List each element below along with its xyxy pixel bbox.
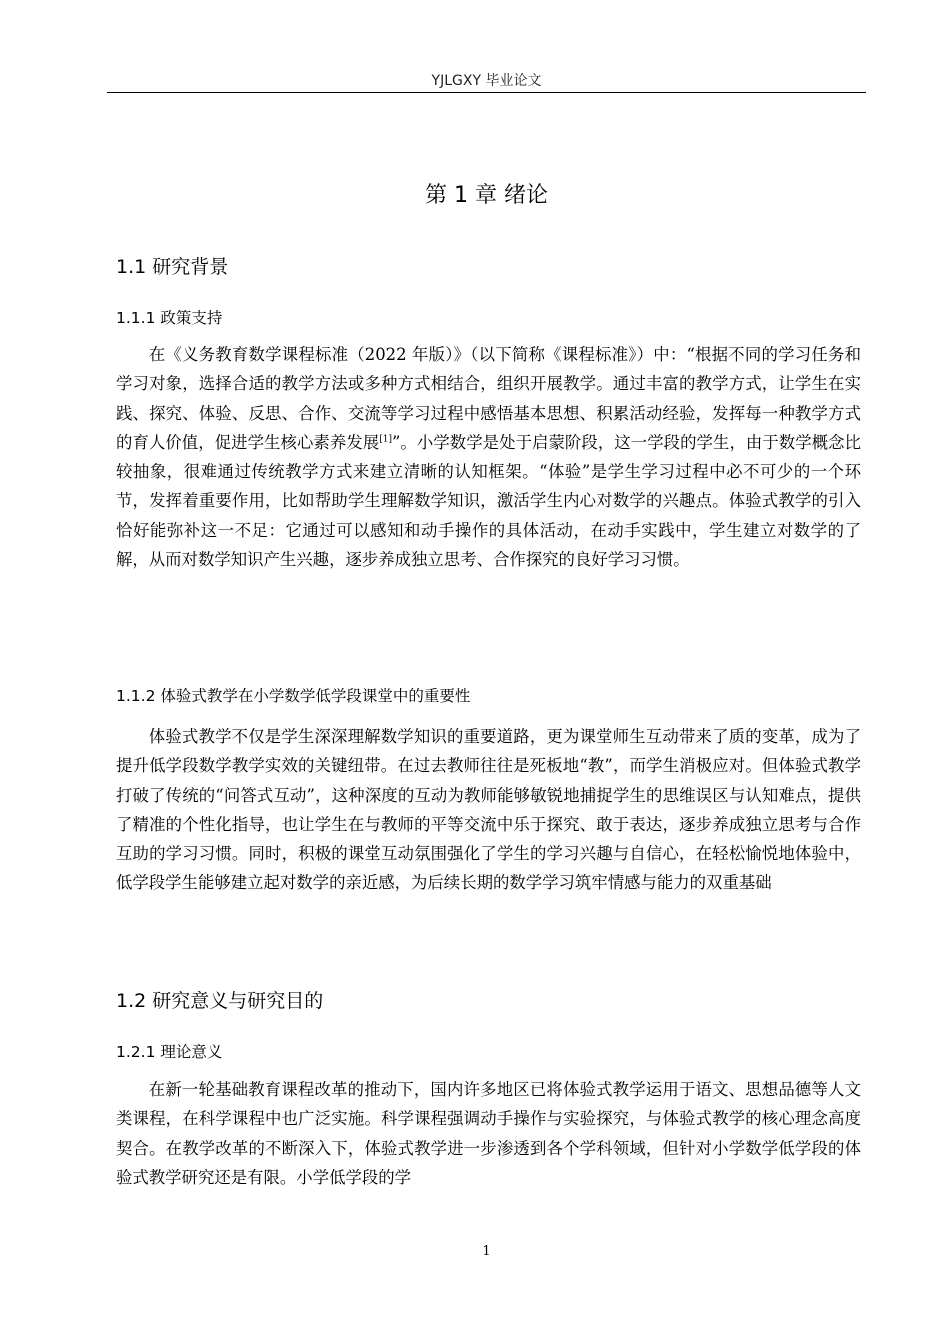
- citation-marker: [1]: [379, 434, 392, 445]
- paragraph-text-before-citation: 在《义务教育数学课程标准（2022 年版）》（以下简称《课程标准》）中：“根据不同的学习任务和学习对象，选择合适的教学方法或多种方式相结合，组织开展教学。通过丰富的教学方式，让学生在实践、探究、体验、反思、合作、交流等学习过程中感悟基本思想、积累活动经验，发挥每一种教学方式的育人价值，促进学生核心素养发展: [116, 345, 861, 452]
- chapter-title: 第 1 章 绪论: [425, 183, 548, 208]
- running-header: YJLGXY 毕业论文: [431, 73, 542, 89]
- section-heading-1-2: 1.2 研究意义与研究目的: [116, 990, 324, 1012]
- page-number: 1: [482, 1244, 491, 1259]
- subsection-heading-1-2-1: 1.2.1 理论意义: [116, 1043, 223, 1061]
- section-heading-1-1: 1.1 研究背景: [116, 256, 229, 278]
- paragraph-policy-support: [116, 340, 861, 574]
- paragraph-text-after-citation: ”。小学数学是处于启蒙阶段，这一学段的学生，由于数学概念比较抽象，很难通过传统教学方式来建立清晰的认知框架。“体验”是学生学习过程中必不可少的一个环节，发挥着重要作用，比如帮助学生理解数学知识，激活学生内心对数学的兴趣点。体验式教学的引入恰好能弥补这一不足：它通过可以感知和动手操作的具体活动，在动手实践中，学生建立对数学的了解，从而对数学知识产生兴趣，逐步养成独立思考、合作探究的良好学习习惯。: [116, 432, 861, 570]
- header-rule: [107, 92, 866, 93]
- paragraph-importance: 体验式教学不仅是学生深深理解数学知识的重要道路，更为课堂师生互动带来了质的变革，成为了提升低学段数学教学实效的关键纽带。在过去教师往往是死板地“教”，而学生消极应对。但体验式教学打破了传统的“问答式互动”，这种深度的互动为教师能够敏锐地捕捉学生的思维误区与认知难点，提供了精准的个性化指导，也让学生在与教师的平等交流中乐于探究、敢于表达，逐步养成独立思考与合作互助的学习习惯。同时，积极的课堂互动氛围强化了学生的学习兴趣与自信心，在轻松愉悦地体验中，低学段学生能够建立起对数学的亲近感，为后续长期的数学学习筑牢情感与能力的双重基础: [116, 727, 861, 893]
- subsection-heading-1-1-2: 1.1.2 体验式教学在小学数学低学段课堂中的重要性: [116, 687, 471, 705]
- subsection-heading-1-1-1: 1.1.1 政策支持: [116, 309, 223, 327]
- paragraph-theoretical-significance: 在新一轮基础教育课程改革的推动下，国内许多地区已将体验式教学运用于语文、思想品德等人文类课程，在科学课程中也广泛实施。科学课程强调动手操作与实验探究，与体验式教学的核心理念高度契合。在教学改革的不断深入下，体验式教学进一步渗透到各个学科领域，但针对小学数学低学段的体验式教学研究还是有限。小学低学段的学: [116, 1080, 861, 1187]
